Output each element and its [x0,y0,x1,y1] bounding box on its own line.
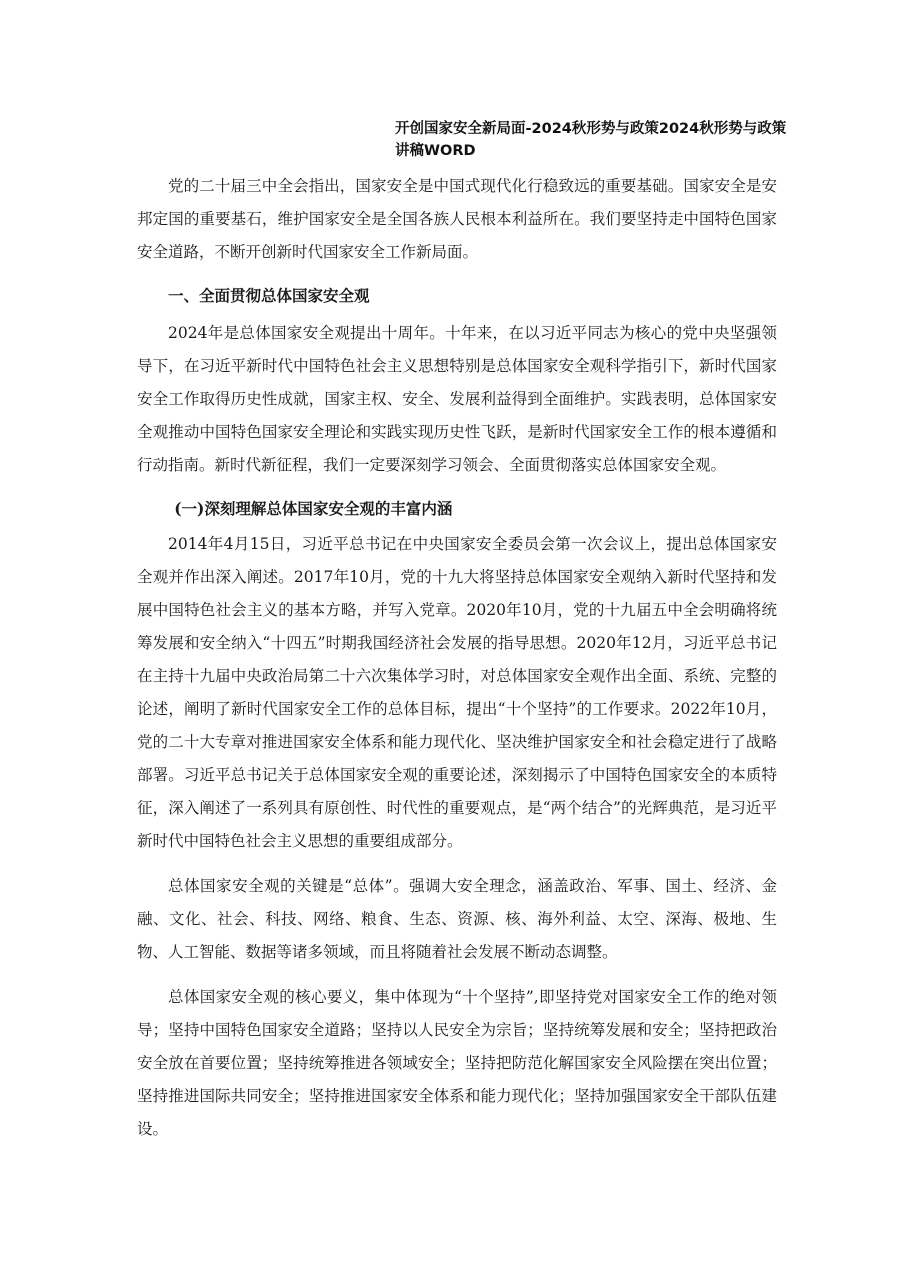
section-1-paragraph-1: 2024年是总体国家安全观提出十周年。十年来，在以习近平同志为核心的党中央坚强领导下，在习近平新时代中国特色社会主义思想特别是总体国家安全观科学指引下，新时代国家安全工作取得历史性成就，国家主权、安全、发展利益得到全面维护。实践表明，总体国家安全观推动中国特色国家安全理论和实践实现历史性飞跃，是新时代国家安全工作的根本遵循和行动指南。新时代新征程，我们一定要深刻学习领会、全面贯彻落实总体国家安全观。 [137,324,777,474]
section-1-heading: 一、全面贯彻总体国家安全观 [168,287,370,305]
subsection-1-paragraph-3: 总体国家安全观的核心要义，集中体现为“十个坚持”,即坚持党对国家安全工作的绝对领导；坚持中国特色国家安全道路；坚持以人民安全为宗旨；坚持统筹发展和安全；坚持把政治安全放在首要位置；坚持统筹推进各领域安全；坚持把防范化解国家安全风险摆在突出位置；坚持推进国际共同安全；坚持推进国家安全体系和能力现代化；坚持加强国家安全干部队伍建设。 [137,988,777,1138]
subsection-1-paragraph-2: 总体国家安全观的关键是“总体”。强调大安全理念，涵盖政治、军事、国土、经济、金融、文化、社会、科技、网络、粮食、生态、资源、核、海外利益、太空、深海、极地、生物、人工智能、数据等诸多领域，而且将随着社会发展不断动态调整。 [137,877,777,961]
document-body [137,170,777,1158]
subsection-1-paragraph-1: 2014年4月15日，习近平总书记在中央国家安全委员会第一次会议上，提出总体国家安全观并作出深入阐述。2017年10月，党的十九大将坚持总体国家安全观纳入新时代坚持和发展中国特色社会主义的基本方略，并写入党章。2020年10月，党的十九届五中全会明确将统筹发展和安全纳入“十四五”时期我国经济社会发展的指导思想。2020年12月，习近平总书记在主持十九届中央政治局第二十六次集体学习时，对总体国家安全观作出全面、系统、完整的论述，阐明了新时代国家安全工作的总体目标，提出“十个坚持”的工作要求。2022年10月，党的二十大专章对推进国家安全体系和能力现代化、坚决维护国家安全和社会稳定进行了战略部署。习近平总书记关于总体国家安全观的重要论述，深刻揭示了中国特色国家安全的本质特征，深入阐述了一系列具有原创性、时代性的重要观点，是“两个结合”的光辉典范，是习近平新时代中国特色社会主义思想的重要组成部分。 [137,535,777,850]
document-title: 开创国家安全新局面-2024秋形势与政策2024秋形势与政策讲稿WORD [395,121,787,159]
intro-paragraph: 党的二十届三中全会指出，国家安全是中国式现代化行稳致远的重要基础。国家安全是安邦定国的重要基石，维护国家安全是全国各族人民根本利益所在。我们要坚持走中国特色国家安全道路，不断开创新时代国家安全工作新局面。 [137,177,777,261]
subsection-1-heading: (一)深刻理解总体国家安全观的丰富内涵 [174,499,453,518]
